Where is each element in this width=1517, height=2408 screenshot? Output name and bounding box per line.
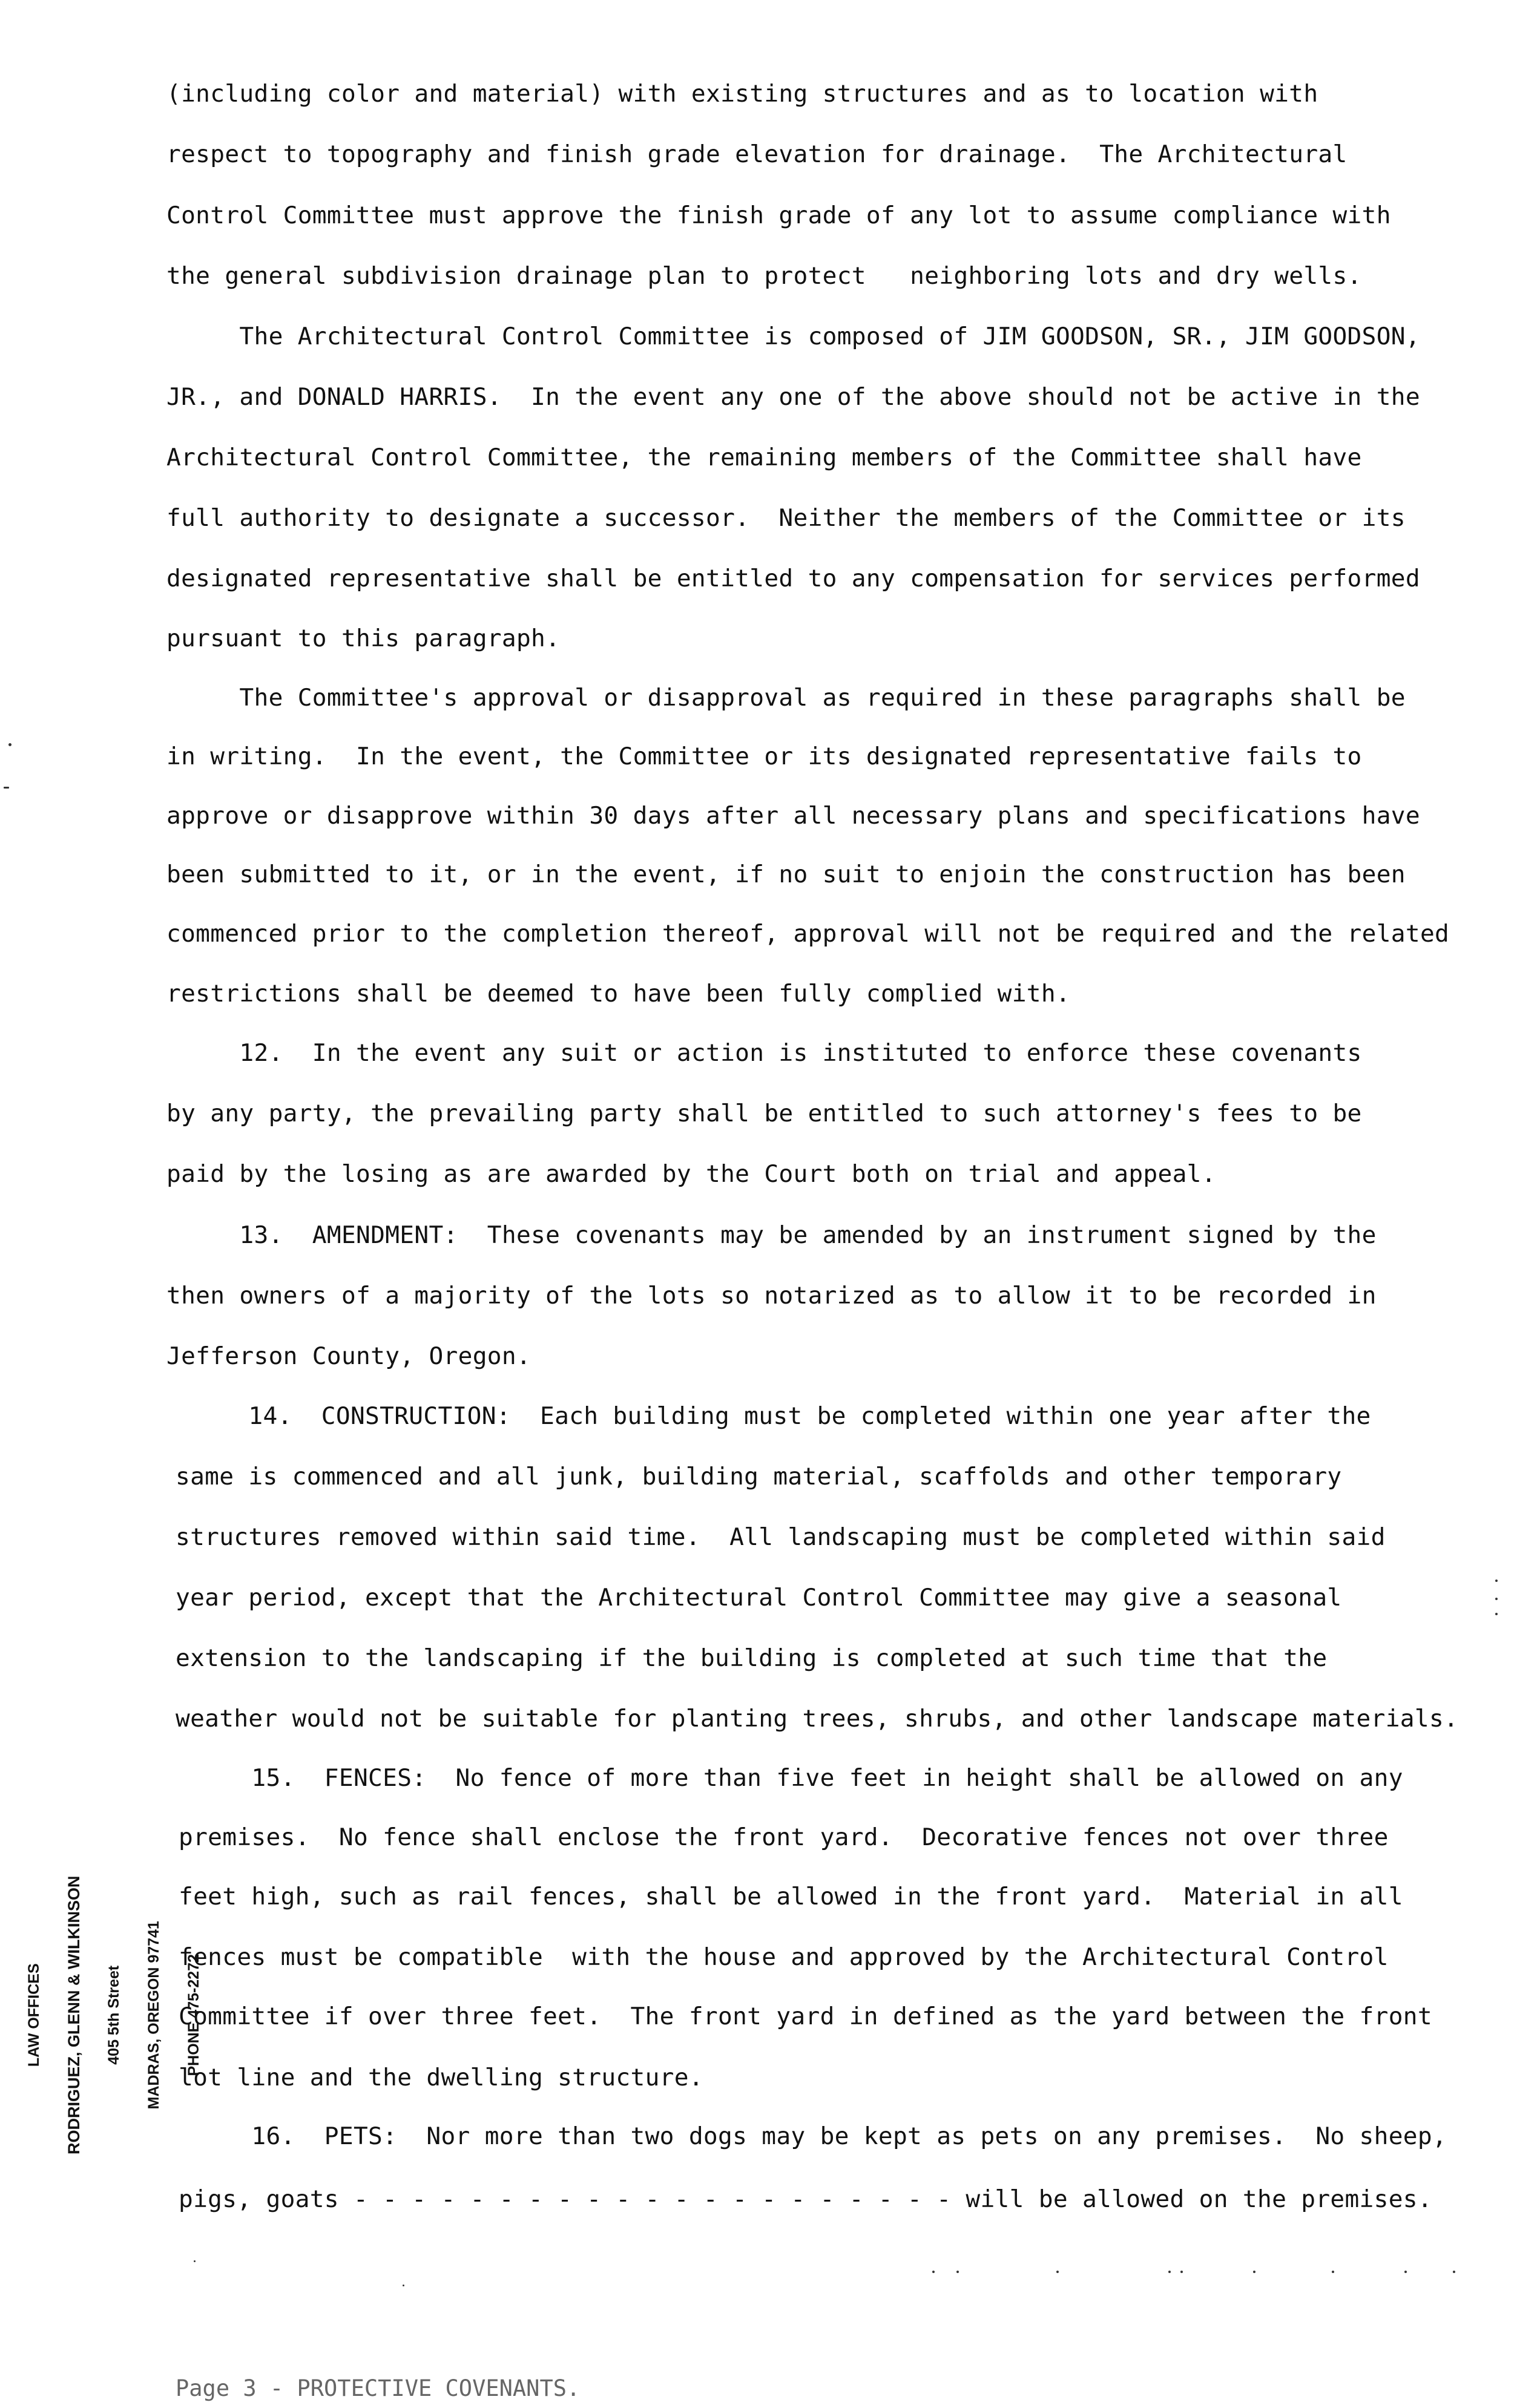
text-line: 12. In the event any suit or action is instituted to enforce these covenants xyxy=(166,1039,1362,1067)
text-line: Control Committee must approve the finish grade of any lot to assume compliance with xyxy=(166,202,1391,229)
text-line: 13. AMENDMENT: These covenants may be amended by an instrument signed by the xyxy=(166,1221,1377,1249)
scan-speck xyxy=(194,2260,196,2262)
scan-speck xyxy=(1495,1580,1498,1582)
text-line: Jefferson County, Oregon. xyxy=(166,1342,531,1370)
text-line: (including color and material) with existing structures and as to location with xyxy=(166,80,1318,108)
scan-speck xyxy=(8,743,12,746)
text-line: year period, except that the Architectural Control Committee may give a seasonal xyxy=(176,1584,1342,1612)
text-line: Committee if over three feet. The front yard in defined as the yard between the front xyxy=(179,2003,1432,2030)
scan-speck xyxy=(1168,2271,1171,2273)
scan-speck xyxy=(1332,2271,1334,2273)
scan-speck xyxy=(1056,2271,1059,2273)
text-line: pursuant to this paragraph. xyxy=(166,625,561,652)
text-line: The Committee's approval or disapproval as required in these paragraphs shall be xyxy=(166,684,1406,712)
text-line: fences must be compatible with the house and approved by the Architectural Control xyxy=(179,1943,1389,1971)
text-line: feet high, such as rail fences, shall be allowed in the front yard. Material in all xyxy=(179,1883,1403,1911)
scan-speck xyxy=(932,2271,935,2273)
text-line: 14. CONSTRUCTION: Each building must be completed within one year after the xyxy=(176,1402,1371,1430)
text-line: lot line and the dwelling structure. xyxy=(179,2064,703,2091)
scan-speck xyxy=(403,2285,404,2286)
text-line: in writing. In the event, the Committee or its designated representative fails to xyxy=(166,743,1362,770)
page-footer: Page 3 - PROTECTIVE COVENANTS. xyxy=(176,2375,581,2401)
law-firm-stamp xyxy=(3,1876,225,2155)
scan-speck xyxy=(1253,2271,1255,2273)
scan-speck xyxy=(956,2271,959,2273)
text-line: extension to the landscaping if the building is completed at such time that the xyxy=(176,1644,1328,1672)
text-line: structures removed within said time. All landscaping must be completed within said xyxy=(176,1523,1386,1551)
scan-speck xyxy=(4,787,9,789)
firm-city: MADRAS, OREGON 97741 xyxy=(145,1921,162,2110)
scan-speck xyxy=(1453,2271,1455,2273)
scan-speck xyxy=(1495,1598,1498,1600)
firm-heading: LAW OFFICES xyxy=(25,1963,42,2067)
firm-phone: PHONE 475-2272 xyxy=(185,1954,202,2076)
text-line: commenced prior to the completion thereof, approval will not be required and the related xyxy=(166,920,1450,948)
text-line: restrictions shall be deemed to have been fully complied with. xyxy=(166,980,1071,1008)
text-line: been submitted to it, or in the event, if no suit to enjoin the construction has been xyxy=(166,861,1406,888)
text-line: pigs, goats - - - - - - - - - - - - - - - - - - - - - will be allowed on the premises. xyxy=(179,2185,1432,2213)
text-line: the general subdivision drainage plan to protect neighboring lots and dry wells. xyxy=(166,262,1362,290)
text-line: then owners of a majority of the lots so notarized as to allow it to be recorded in xyxy=(166,1282,1377,1310)
text-line: 16. PETS: Nor more than two dogs may be kept as pets on any premises. No sheep, xyxy=(179,2122,1447,2150)
text-line: Architectural Control Committee, the remaining members of the Committee shall have xyxy=(166,444,1362,471)
scan-speck xyxy=(1495,1613,1498,1615)
firm-street: 405 5th Street xyxy=(105,1965,122,2065)
text-line: same is commenced and all junk, building material, scaffolds and other temporary xyxy=(176,1463,1342,1491)
text-line: JR., and DONALD HARRIS. In the event any one of the above should not be active in the xyxy=(166,383,1420,411)
text-line: full authority to designate a successor. Neither the members of the Committee or its xyxy=(166,504,1406,532)
scan-speck xyxy=(1404,2271,1407,2273)
text-line: designated representative shall be entitled to any compensation for services performed xyxy=(166,565,1420,592)
text-line: premises. No fence shall enclose the front yard. Decorative fences not over three xyxy=(179,1823,1389,1851)
scan-speck xyxy=(1180,2271,1183,2273)
text-line: approve or disapprove within 30 days after all necessary plans and specifications have xyxy=(166,802,1420,830)
text-line: by any party, the prevailing party shall be entitled to such attorney's fees to be xyxy=(166,1100,1362,1127)
text-line: The Architectural Control Committee is composed of JIM GOODSON, SR., JIM GOODSON, xyxy=(166,323,1420,350)
firm-name: RODRIGUEZ, GLENN & WILKINSON xyxy=(65,1875,83,2154)
text-line: paid by the losing as are awarded by the Court both on trial and appeal. xyxy=(166,1160,1216,1188)
text-line: 15. FENCES: No fence of more than five feet in height shall be allowed on any xyxy=(179,1764,1403,1792)
text-line: weather would not be suitable for planting trees, shrubs, and other landscape materials. xyxy=(176,1705,1459,1733)
text-line: respect to topography and finish grade elevation for drainage. The Architectural xyxy=(166,140,1348,168)
